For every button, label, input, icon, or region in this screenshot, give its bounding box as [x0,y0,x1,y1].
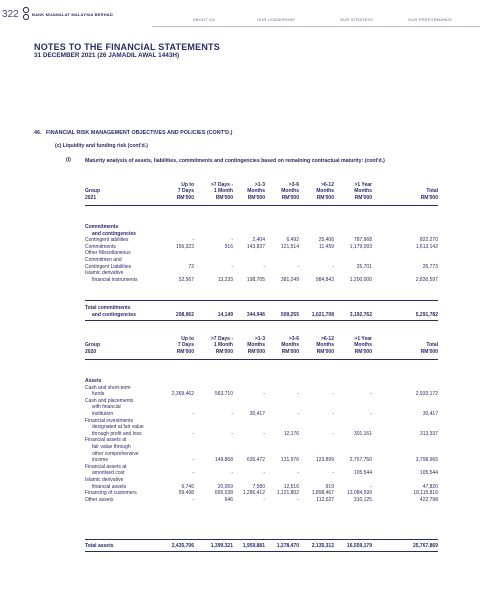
page-title: NOTES TO THE FINANCIAL STATEMENTS [34,42,220,52]
row-label: amortised cost [92,470,125,477]
cell-value: 1,959,881 [242,543,265,549]
table-rule [85,205,438,206]
cell-value: 6,746 [181,483,194,490]
cell-value: 381,249 [280,276,299,283]
cell-value: 1,399,321 [210,543,233,549]
column-header: RM'000 [176,348,194,355]
row-label: financial instruments [92,276,138,283]
cell-value: 7,580 [252,483,265,490]
cell-value: - [332,263,334,270]
cell-value: - [231,237,233,244]
cell-value: 25,767,869 [412,543,438,549]
cell-value: 25,406 [318,237,334,244]
cell-value: 787,968 [353,237,372,244]
cell-value: 313,337 [419,430,438,437]
column-header: Months [316,342,334,349]
column-header: >1 Year [354,336,372,342]
nav-our-performance[interactable]: OUR PERFORMANCE [408,17,453,22]
column-header: Up to [181,336,194,342]
column-header: >1-3 [254,336,265,342]
cell-value: - [192,237,194,244]
column-header: Total [426,188,438,195]
column-header: RM'000 [420,194,438,201]
column-header: Months [316,188,334,195]
table-row [85,277,438,284]
cell-value: 131,976 [280,457,299,464]
cell-value: 20,059 [217,483,233,490]
cell-value: 2,404 [252,237,265,244]
subsection-i-number: (i) [66,157,71,163]
subsection-i-text: Maturity analysis of assets, liabilities, commitments and contingencies based on remaining contractual maturity: (cont'd.) [85,158,385,164]
row-label: through profit and loss [92,430,142,437]
cell-value: 3,798,965 [415,457,438,464]
cell-value: 143,837 [246,243,265,250]
cell-value: 1,278,470 [276,543,299,549]
column-header: RM'000 [247,194,265,201]
cell-value: 509,255 [280,311,299,318]
column-header: RM'000 [354,194,372,201]
cell-value: - [297,496,299,503]
cell-value: - [297,263,299,270]
cell-value: 984,843 [315,276,334,283]
column-header: RM'000 [316,348,334,355]
cell-value: 30,417 [422,411,438,417]
row-label: Commitments [85,224,119,230]
cell-value: - [231,430,233,437]
row-label: Assets [85,378,102,384]
cell-value: 13,084,599 [346,490,372,497]
cell-value: 646 [224,496,233,503]
cell-value: - [192,457,194,464]
table-rule [85,551,438,552]
cell-value: 156,323 [175,243,194,250]
cell-value: 1,200,000 [349,276,372,283]
cell-value: - [332,391,334,398]
column-header: >6-12 [321,182,334,188]
row-label: Financial assets at [85,463,127,470]
cell-value: 30,417 [249,411,265,417]
row-label: Commitments [85,243,116,250]
cell-value: 301,161 [353,430,372,437]
row-label: Cash and placements [85,397,134,404]
header-divider [152,26,480,27]
row-label: Financial assets at [85,437,127,444]
column-header: RM'000 [316,194,334,201]
column-header: >7 Days - [210,336,233,342]
cell-value: - [263,263,265,270]
cell-value: 5,291,782 [415,311,438,318]
column-header: RM'000 [247,348,265,355]
column-header: Up to [181,182,194,188]
cell-value: 14,149 [217,311,233,318]
nav-our-leadership[interactable]: OUR LEADERSHIP [257,17,296,22]
cell-value: - [231,470,233,477]
table-header [85,182,438,202]
cell-value: - [370,483,372,490]
subsection-c: (c) Liquidity and funding risk (cont'd.) [55,143,148,149]
row-label: with financial [92,404,121,411]
row-label: and contingencies [92,230,136,237]
cell-value: 47,820 [422,483,438,490]
cell-value: 11,459 [319,243,334,250]
total-row [85,543,438,550]
page-number: 322 [2,9,19,20]
cell-value: 198,705 [246,276,265,283]
row-label: income [92,457,109,464]
cell-value: 12,176 [283,430,299,437]
row-label: Cash and short-term [85,384,131,391]
cell-value: 2,135,312 [311,543,334,549]
cell-value: 665,038 [214,490,233,497]
column-header: >6-12 [321,336,334,342]
group-label: Group [85,342,100,349]
cell-value: 2,435,706 [171,543,194,549]
table-header [85,336,438,356]
section-heading [34,130,232,136]
cell-value: - [263,391,265,398]
table-row [85,497,438,504]
cell-value: - [263,470,265,477]
cell-value: 52,567 [178,276,194,283]
row-label: Total commitments [85,305,131,311]
row-label: Commitmen and [85,257,122,263]
cell-value: - [192,470,194,477]
row-label: Contingent iabilities [85,237,129,244]
cell-value: - [332,430,334,437]
cell-value: 2,369,462 [171,391,194,398]
bank-name: BANK MUAMALAT MALAYSIA BERHAD [32,12,113,17]
cell-value: - [263,430,265,437]
cell-value: 12,516 [283,483,299,490]
cell-value: 1,021,708 [311,311,334,318]
group-label: Group [85,188,100,195]
cell-value: 121,514 [280,243,299,250]
column-header: >3-6 [288,336,299,342]
column-header: >7 Days - [210,182,233,188]
cell-value: 310,125 [353,496,372,503]
column-header: 7 Days [177,342,194,349]
cell-value: 822,270 [419,237,438,244]
maturity-table-2021 [85,182,438,332]
column-header: Months [354,342,372,349]
table-rule [85,359,438,360]
cell-value: 13,233 [217,276,233,283]
section-number: 46. [34,130,42,136]
column-header: RM'000 [281,194,299,201]
cell-value: 919 [325,483,334,490]
nav-about-us[interactable]: ABOUT US [193,17,215,22]
cell-value: 208,962 [175,311,194,318]
cell-value: 1,898,467 [311,490,334,497]
cell-value: - [332,411,334,417]
cell-value: 112,027 [316,496,334,503]
column-header: RM'000 [420,348,438,355]
column-header: 1 Month [213,188,233,195]
cell-value: 1,121,802 [276,490,299,497]
cell-value: 105,544 [353,470,372,477]
cell-value: - [192,411,194,417]
table-rule [85,300,438,301]
cell-value: 422,798 [419,496,438,503]
cell-value: - [297,411,299,417]
year-label: 2021 [85,194,97,201]
row-label: funds [92,391,105,398]
row-label: other comprehensive [92,450,139,457]
column-header: Total [426,342,438,349]
row-label: fair value through [92,444,131,450]
cell-value: 1,613,142 [415,243,438,250]
column-header: RM'000 [215,194,233,201]
cell-value: 1,179,093 [349,243,372,250]
cell-value: - [231,411,233,417]
column-header: >3-6 [288,182,299,188]
cell-value: 563,710 [214,391,233,398]
column-header: Months [281,342,299,349]
cell-value: - [192,496,194,503]
column-header: >1-3 [254,182,265,188]
cell-value: 3,192,762 [349,311,372,318]
row-label: Other Miscellaneous [85,250,131,257]
year-label: 2020 [85,348,97,355]
row-label: Financing of customers [85,490,137,497]
cell-value: 1,286,412 [242,490,265,497]
page-subtitle: 31 DECEMBER 2021 (26 JAMADIL AWAL 1443H) [34,52,180,59]
row-label: and contingencies [92,311,136,318]
column-header: RM'000 [215,348,233,355]
row-label: institution [92,411,114,417]
cell-value: - [263,496,265,503]
cell-value: - [370,391,372,398]
cell-value: 123,899 [315,457,334,464]
column-header: RM'000 [354,348,372,355]
cell-value: 2,830,597 [415,276,438,283]
column-header: Months [354,188,372,195]
row-label: Islamic derivative [85,270,124,277]
cell-value: 344,946 [246,311,265,318]
cell-value: 18,115,816 [413,490,438,497]
cell-value: 59,498 [178,490,194,497]
cell-value: - [192,430,194,437]
column-header: Months [247,188,265,195]
cell-value: - [297,391,299,398]
cell-value: 16,559,179 [346,543,372,549]
column-header: RM'000 [176,194,194,201]
cell-value: 6,492 [286,237,299,244]
cell-value: 25,773 [422,263,438,270]
row-label: Other assets [85,496,114,503]
nav-our-strategy[interactable]: OUR STRATEGY [340,17,374,22]
column-header: Months [281,188,299,195]
cell-value: - [370,411,372,417]
column-header: 7 Days [177,188,194,195]
cell-value: - [297,470,299,477]
row-label: designated at fair value [92,424,144,431]
cell-value: 25,701 [356,263,372,270]
cell-value: 105,544 [419,470,438,477]
table-rule [85,539,438,540]
cell-value: 916 [224,243,233,250]
cell-value: - [332,470,334,477]
cell-value: 72 [188,263,194,270]
section-title: FINANCIAL RISK MANAGEMENT OBJECTIVES AND POLICIES (CONT'D.) [46,130,233,136]
total-row [85,312,438,319]
maturity-table-2020 [85,336,438,561]
column-header: Months [247,342,265,349]
row-label: financial assets [92,483,127,490]
cell-value: 2,757,750 [349,457,372,464]
cell-value: 149,868 [214,457,233,464]
cell-value: 635,472 [246,457,265,464]
row-label: Islamic derivative [85,477,124,483]
bank-logo-icon [22,6,30,21]
column-header: 1 Month [213,342,233,349]
row-label: Contingent Liabilities [85,263,132,270]
cell-value: 2,933,172 [415,391,438,398]
table-rule [85,320,438,321]
row-label: Total assets [85,543,114,549]
row-label: Financial investments [85,417,134,424]
cell-value: - [231,263,233,270]
column-header: RM'000 [281,348,299,355]
column-header: >1 Year [354,182,372,188]
